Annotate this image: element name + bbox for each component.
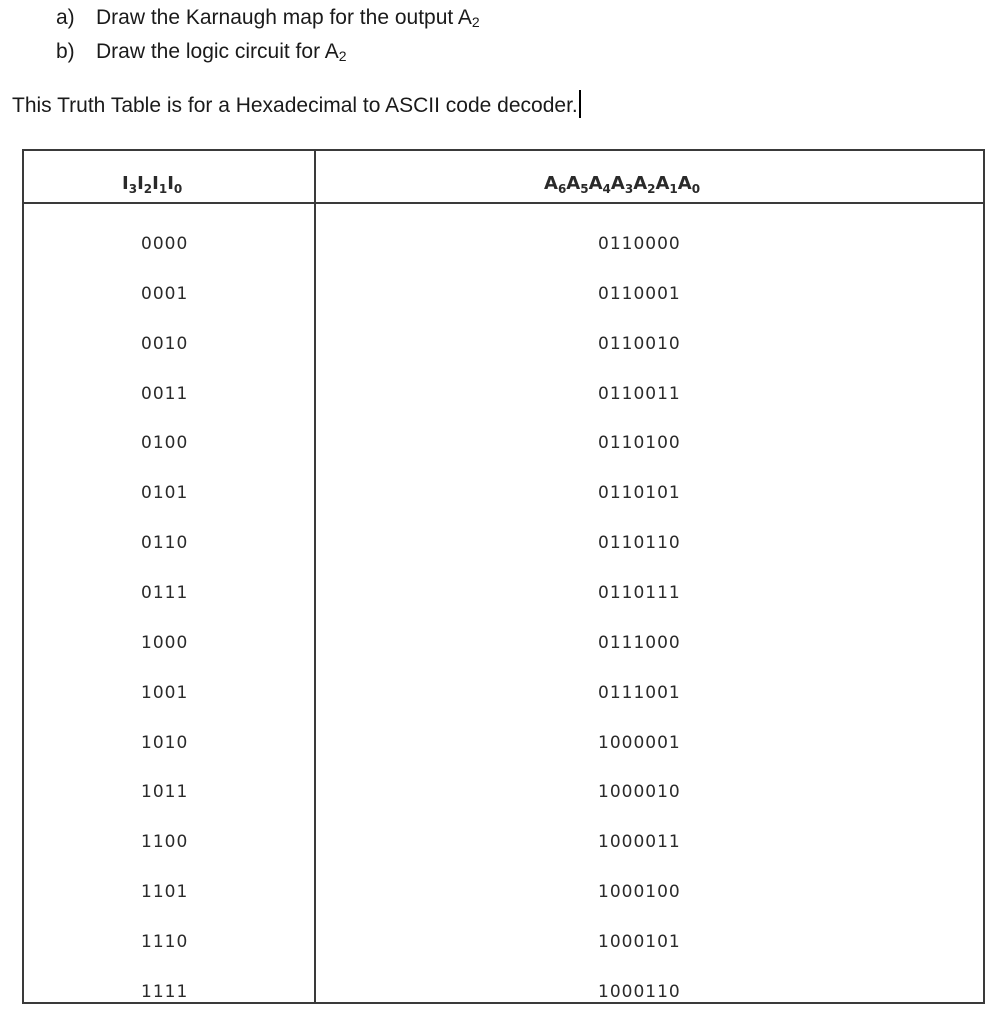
output-cell: 0110110	[598, 533, 681, 553]
output-symbol	[678, 173, 700, 194]
output-cell: 1000110	[598, 982, 681, 1002]
input-cell: 0101	[141, 483, 189, 503]
input-symbol-subscript: 0	[173, 182, 183, 196]
table-row	[24, 780, 985, 804]
table-row	[24, 382, 985, 406]
input-symbol-subscript: 3	[128, 182, 138, 196]
input-symbol-base: I	[167, 173, 174, 194]
output-cell: 1000011	[598, 832, 681, 852]
output-cell: 0110100	[598, 433, 681, 453]
output-symbol-base: A	[588, 173, 603, 194]
table-row	[24, 980, 985, 1004]
input-cell: 0001	[141, 284, 189, 304]
question-a-subscript: 2	[471, 14, 480, 30]
header-divider	[24, 202, 983, 204]
table-row	[24, 830, 985, 854]
output-symbol-base: A	[633, 173, 648, 194]
table-row	[24, 431, 985, 455]
input-cell: 1101	[141, 882, 189, 902]
output-cell: 1000001	[598, 733, 681, 753]
question-a-text: Draw the Karnaugh map for the output A	[96, 6, 472, 29]
input-cell: 0100	[141, 433, 189, 453]
output-symbol-subscript: 0	[691, 182, 701, 196]
question-a-letter: a)	[56, 6, 75, 29]
output-cell: 1000101	[598, 932, 681, 952]
output-cell: 1000010	[598, 782, 681, 802]
question-b-text: Draw the logic circuit for A	[96, 40, 339, 63]
output-cell: 0110000	[598, 234, 681, 254]
input-cell: 1010	[141, 733, 189, 753]
output-cell: 0110001	[598, 284, 681, 304]
input-cell: 1100	[141, 832, 189, 852]
table-row	[24, 481, 985, 505]
table-row	[24, 880, 985, 904]
intro-text: This Truth Table is for a Hexadecimal to ASCII code decoder.	[12, 94, 578, 117]
input-symbol	[167, 173, 182, 194]
input-cell: 1111	[141, 982, 189, 1002]
input-symbol	[122, 173, 137, 194]
output-symbol-subscript: 6	[557, 182, 567, 196]
question-b-subscript: 2	[338, 48, 347, 64]
input-cell: 1110	[141, 932, 189, 952]
input-cell: 1000	[141, 633, 189, 653]
output-symbol-subscript: 1	[669, 182, 678, 196]
output-symbol-subscript: 3	[624, 182, 634, 196]
table-row	[24, 581, 985, 605]
input-symbol-base: I	[152, 173, 159, 194]
output-symbol	[566, 173, 588, 194]
output-symbol-base: A	[566, 173, 581, 194]
output-symbol-base: A	[655, 173, 670, 194]
input-cell: 0110	[141, 533, 189, 553]
output-symbol-subscript: 4	[602, 182, 611, 196]
table-row	[24, 232, 985, 256]
output-symbol-subscript: 2	[647, 182, 656, 196]
output-symbol-base: A	[677, 173, 692, 194]
column-divider	[314, 151, 316, 1002]
table-row	[24, 531, 985, 555]
output-column-header	[544, 173, 700, 200]
output-symbol	[611, 173, 633, 194]
output-cell: 0110111	[598, 583, 681, 603]
output-symbol-base: A	[544, 173, 558, 194]
input-cell: 0011	[141, 384, 189, 404]
input-column-header	[122, 173, 182, 200]
output-symbol	[589, 173, 611, 194]
output-symbol-base: A	[610, 173, 625, 194]
input-cell: 0000	[141, 234, 189, 254]
output-symbol	[633, 173, 655, 194]
input-cell: 1001	[141, 683, 189, 703]
output-cell: 0110011	[598, 384, 681, 404]
question-b-letter: b)	[56, 40, 75, 63]
output-symbol-subscript: 5	[580, 182, 589, 196]
output-cell: 0111000	[598, 633, 681, 653]
table-row	[24, 930, 985, 954]
table-row	[24, 631, 985, 655]
intro-paragraph[interactable]	[12, 90, 581, 120]
question-b	[56, 39, 347, 69]
input-symbol-subscript: 1	[158, 182, 168, 196]
input-symbol-subscript: 2	[143, 182, 153, 196]
truth-table	[22, 149, 985, 1004]
text-cursor	[579, 90, 581, 118]
output-symbol	[655, 173, 677, 194]
table-row	[24, 731, 985, 755]
input-symbol-base: I	[137, 173, 144, 194]
output-cell: 1000100	[598, 882, 681, 902]
table-row	[24, 282, 985, 306]
question-a	[56, 5, 480, 35]
input-cell: 0111	[141, 583, 189, 603]
input-symbol	[152, 173, 167, 194]
output-cell: 0110010	[598, 334, 681, 354]
output-symbol	[544, 173, 566, 194]
input-symbol-base: I	[122, 173, 129, 194]
output-cell: 0110101	[598, 483, 681, 503]
input-cell: 1011	[141, 782, 189, 802]
output-cell: 0111001	[598, 683, 681, 703]
input-cell: 0010	[141, 334, 189, 354]
table-row	[24, 332, 985, 356]
input-symbol	[137, 173, 152, 194]
table-row	[24, 681, 985, 705]
